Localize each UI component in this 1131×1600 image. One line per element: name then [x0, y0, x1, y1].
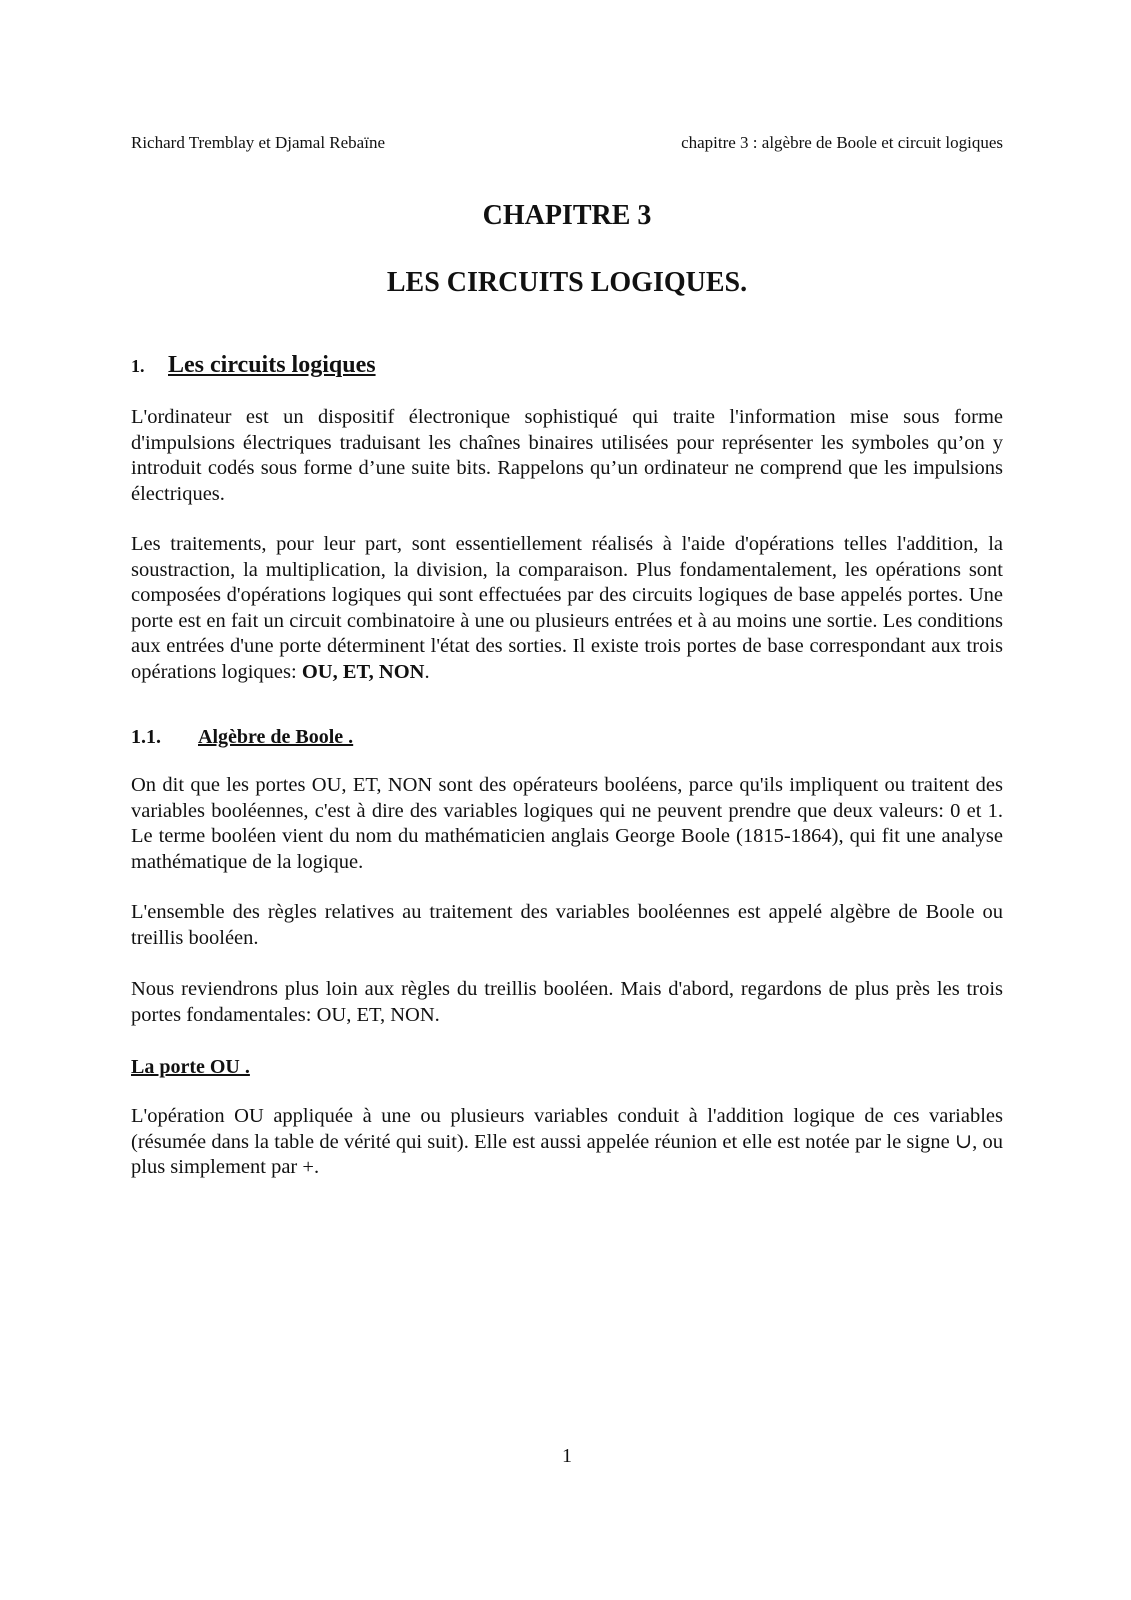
- page-number: 1: [562, 1445, 572, 1467]
- chapter-title: LES CIRCUITS LOGIQUES.: [386, 267, 748, 298]
- paragraph-2-text: Les traitements, pour leur part, sont essentiellement réalisés à l'aide d'opérations telles l'addition, la soustraction, la multiplication, la division, la comparaison. Plus fondamentalement, les opérations sont composées d'opérations logiques qui sont effectuées par des circuits logiques de base appelés portes. Une porte est en fait un circuit combinatoire à une ou plusieurs entrées et à au moins une sortie. Les conditions aux entrées d'une porte déterminent l'état des sorties. Il existe trois portes de base correspondant aux trois opérations logiques:: [131, 533, 1003, 683]
- section-heading-1: [131, 350, 1003, 381]
- running-header: [131, 132, 1003, 154]
- section-title: Les circuits logiques: [168, 352, 376, 378]
- paragraph-5: Nous reviendrons plus loin aux règles du treillis booléen. Mais d'abord, regardons de plus près les trois portes fondamentales: OU, ET, NON.: [131, 978, 1003, 1026]
- header-chapter: chapitre 3 : algèbre de Boole et circuit logiques: [681, 133, 1003, 152]
- header-authors: Richard Tremblay et Djamal Rebaïne: [131, 133, 385, 152]
- paragraph-6: L'opération OU appliquée à une ou plusieurs variables conduit à l'addition logique de ces variables (résumée dans la table de vérité qui suit). Elle est aussi appelée réunion et elle est notée par le signe ∪, ou plus simplement par +.: [131, 1105, 1003, 1179]
- subheading-porte-ou: La porte OU .: [131, 1056, 250, 1078]
- paragraph-2-end: .: [424, 660, 430, 683]
- chapter-number: CHAPITRE 3: [482, 200, 652, 231]
- paragraph-2: [131, 532, 1003, 686]
- paragraph-4: L'ensemble des règles relatives au traitement des variables booléennes est appelé algèbre de Boole ou treillis booléen.: [131, 901, 1003, 949]
- subsection-number: 1.1.: [131, 726, 161, 748]
- section-heading-1-1: [131, 724, 1003, 750]
- logic-operations-bold: OU, ET, NON: [301, 660, 425, 683]
- subsection-title: Algèbre de Boole .: [198, 726, 354, 748]
- paragraph-3: On dit que les portes OU, ET, NON sont des opérateurs booléens, parce qu'ils impliquent ou traitent des variables booléennes, c'est à dire des variables logiques qui ne peuvent prendre que deux valeurs: 0 et 1. Le terme booléen vient du nom du mathématicien anglais George Boole (1815-1864), qui fit une analyse mathématique de la logique.: [131, 774, 1003, 873]
- section-number: 1.: [131, 356, 145, 376]
- paragraph-1: L'ordinateur est un dispositif électronique sophistiqué qui traite l'information mise sous forme d'impulsions électriques traduisant les chaînes binaires utilisées pour représenter les symboles qu’on y introduit codés sous forme d’une suite bits. Rappelons qu’un ordinateur ne comprend que les impulsions électriques.: [131, 406, 1003, 505]
